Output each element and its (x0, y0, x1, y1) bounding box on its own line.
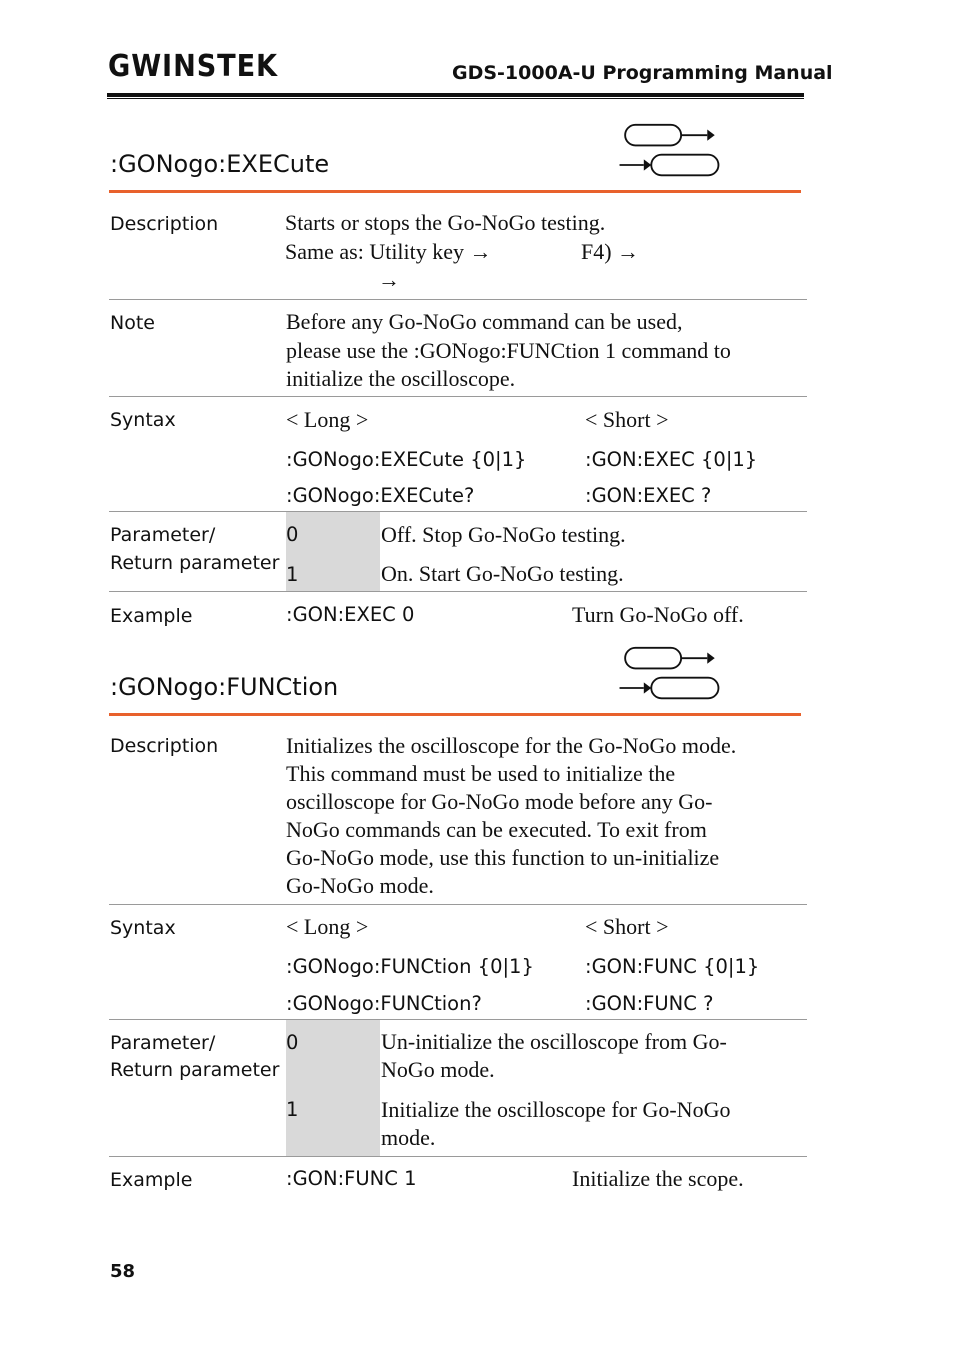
example-label: Example (110, 605, 193, 627)
parameter-label: Parameter/ (110, 1032, 216, 1054)
set-query-icon (614, 646, 724, 702)
return-parameter-label: Return parameter (110, 1059, 280, 1081)
syntax-short-command: :GON:FUNC {0|1} (585, 955, 760, 978)
description-line: This command must be used to initialize the (286, 761, 676, 786)
syntax-long-command: :GONogo:EXECute? (286, 484, 475, 507)
row-divider (109, 396, 807, 397)
section-title-execute: :GONogo:EXECute (110, 150, 330, 178)
example-text: Turn Go-NoGo off. (572, 602, 744, 627)
parameter-description: Un-initialize the oscilloscope from Go- (381, 1029, 727, 1054)
description-line: Initializes the oscilloscope for the Go-NoGo mode. (286, 733, 737, 758)
row-divider (109, 511, 807, 512)
row-divider (109, 904, 807, 905)
syntax-short-command: :GON:EXEC {0|1} (585, 448, 758, 471)
syntax-short-command: :GON:FUNC ? (585, 992, 714, 1015)
description-line: Starts or stops the Go-NoGo testing. (285, 210, 606, 235)
syntax-short-header: < Short > (585, 407, 669, 432)
page-number: 58 (110, 1261, 136, 1282)
section-rule (109, 713, 801, 716)
note-line: initialize the oscilloscope. (286, 366, 516, 391)
row-divider (109, 299, 807, 300)
description-line: Go-NoGo mode. (286, 873, 434, 898)
parameter-value: 0 (286, 523, 299, 546)
example-text: Initialize the scope. (572, 1166, 744, 1191)
syntax-label: Syntax (110, 917, 176, 939)
svg-text:GWINSTEK: GWINSTEK (108, 50, 279, 80)
description-line: oscilloscope for Go-NoGo mode before any Go- (286, 789, 713, 814)
syntax-long-command: :GONogo:FUNCtion {0|1} (286, 955, 534, 978)
parameter-description: Off. Stop Go-NoGo testing. (381, 522, 626, 547)
description-line: Go-NoGo mode, use this function to un-initialize (286, 845, 720, 870)
row-divider (109, 591, 807, 592)
manual-title: GDS-1000A-U Programming Manual (452, 62, 833, 84)
return-parameter-label: Return parameter (110, 552, 280, 574)
syntax-label: Syntax (110, 409, 176, 431)
syntax-long-header: < Long > (286, 407, 369, 432)
note-line: Before any Go-NoGo command can be used, (286, 309, 683, 334)
description-line: NoGo commands can be executed. To exit from (286, 817, 707, 842)
parameter-description: Initialize the oscilloscope for Go-NoGo (381, 1097, 731, 1122)
parameter-value: 0 (286, 1031, 299, 1054)
syntax-long-command: :GONogo:FUNCtion? (286, 992, 482, 1015)
row-divider (109, 1156, 807, 1157)
description-label: Description (110, 213, 219, 235)
description-line: Same as: Utility key → (285, 239, 492, 264)
example-code: :GON:FUNC 1 (286, 1167, 417, 1190)
parameter-value: 1 (286, 563, 299, 586)
parameter-description: mode. (381, 1125, 436, 1150)
syntax-long-header: < Long > (286, 914, 369, 939)
description-line: → (378, 267, 400, 292)
description-line: F4) → (581, 239, 640, 264)
set-query-icon (614, 123, 724, 179)
row-divider (109, 1019, 807, 1020)
syntax-long-command: :GONogo:EXECute {0|1} (286, 448, 527, 471)
brand-logo (108, 50, 280, 88)
syntax-short-command: :GON:EXEC ? (585, 484, 712, 507)
example-code: :GON:EXEC 0 (286, 603, 415, 626)
parameter-description: NoGo mode. (381, 1057, 495, 1082)
parameter-value-column (286, 1020, 380, 1156)
gwinstek-logo-graphic (108, 50, 280, 80)
example-label: Example (110, 1169, 193, 1191)
parameter-label: Parameter/ (110, 524, 216, 546)
header-rule-thin (107, 98, 804, 99)
parameter-description: On. Start Go-NoGo testing. (381, 561, 624, 586)
syntax-short-header: < Short > (585, 914, 669, 939)
description-label: Description (110, 735, 219, 757)
parameter-value-column (286, 512, 380, 591)
section-title-function: :GONogo:FUNCtion (110, 673, 339, 701)
note-line: please use the :GONogo:FUNCtion 1 command to (286, 338, 731, 363)
section-rule (109, 190, 801, 193)
parameter-value: 1 (286, 1098, 299, 1121)
header-rule (107, 93, 804, 97)
note-label: Note (110, 312, 155, 334)
